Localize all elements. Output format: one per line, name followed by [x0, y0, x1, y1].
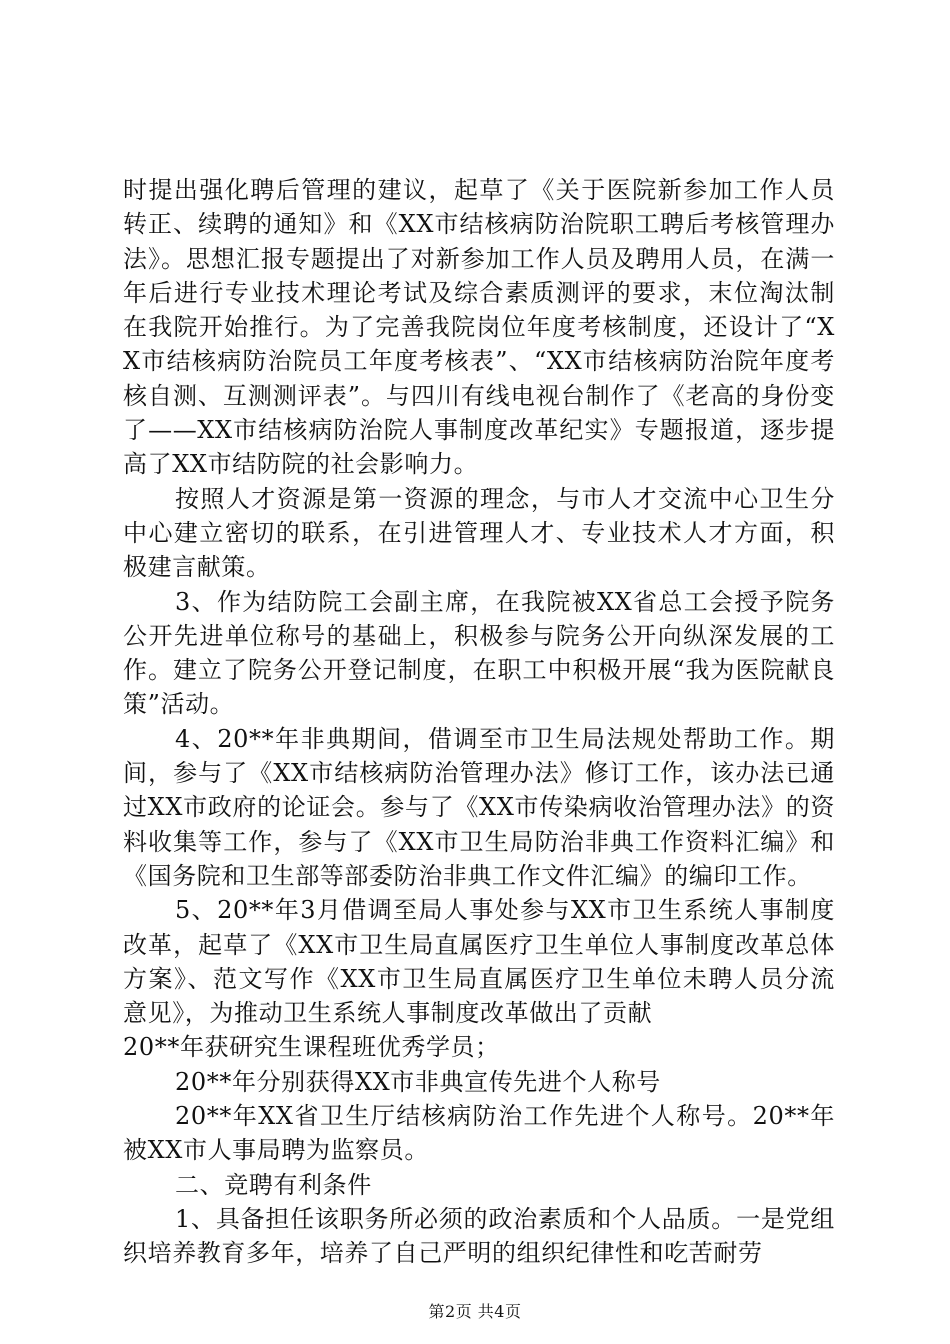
page-footer: 第2页 共4页	[428, 1302, 522, 1321]
document-body	[123, 173, 835, 1271]
paragraph-4: 4、20**年非典期间，借调至市卫生局法规处帮助工作。期间，参与了《XX市结核病防治管理办法》修订工作，该办法已通过XX市政府的论证会。参与了《XX市传染病收治管理办法》的资料收集等工作，参与了《XX市卫生局防治非典工作资料汇编》和《国务院和卫生部等部委防治非典工作文件汇编》的编印工作。	[123, 724, 835, 890]
paragraph-3: 3、作为结防院工会副主席，在我院被XX省总工会授予院务公开先进单位称号的基础上，积极参与院务公开向纵深发展的工作。建立了院务公开登记制度，在职工中积极开展“我为医院献良策”活动。	[123, 587, 835, 719]
paragraph-1: 时提出强化聘后管理的建议，起草了《关于医院新参加工作人员转正、续聘的通知》和《XX市结核病防治院职工聘后考核管理办法》。思想汇报专题提出了对新参加工作人员及聘用人员，在满一年后进行专业技术理论考试及综合素质测评的要求，末位淘汰制在我院开始推行。为了完善我院岗位年度考核制度，还设计了“XX市结核病防治院员工年度考核表”、“XX市结核病防治院年度考核自测、互测测评表”。与四川有线电视台制作了《老高的身份变了——XX市结核病防治院人事制度改革纪实》专题报道，逐步提高了XX市结防院的社会影响力。	[123, 176, 835, 479]
paragraph-2: 按照人才资源是第一资源的理念，与市人才交流中心卫生分中心建立密切的联系，在引进管理人才、专业技术人才方面，积极建言献策。	[123, 484, 835, 582]
paragraph-6: 20**年获研究生课程班优秀学员；	[123, 1033, 500, 1062]
section-heading: 二、竞聘有利条件	[175, 1170, 372, 1199]
paragraph-7: 20**年分别获得XX市非典宣传先进个人称号	[175, 1067, 661, 1096]
paragraph-8: 20**年XX省卫生厅结核病防治工作先进个人称号。20**年被XX市人事局聘为监察员。	[123, 1102, 835, 1165]
paragraph-9: 1、具备担任该职务所必须的政治素质和个人品质。一是党组织培养教育多年，培养了自己严明的组织纪律性和吃苦耐劳	[123, 1204, 835, 1268]
paragraph-5: 5、20**年3月借调至局人事处参与XX市卫生系统人事制度改革，起草了《XX市卫生局直属医疗卫生单位人事制度改革总体方案》、范文写作《XX市卫生局直属医疗卫生单位未聘人员分流意见》，为推动卫生系统人事制度改革做出了贡献	[123, 896, 835, 1028]
